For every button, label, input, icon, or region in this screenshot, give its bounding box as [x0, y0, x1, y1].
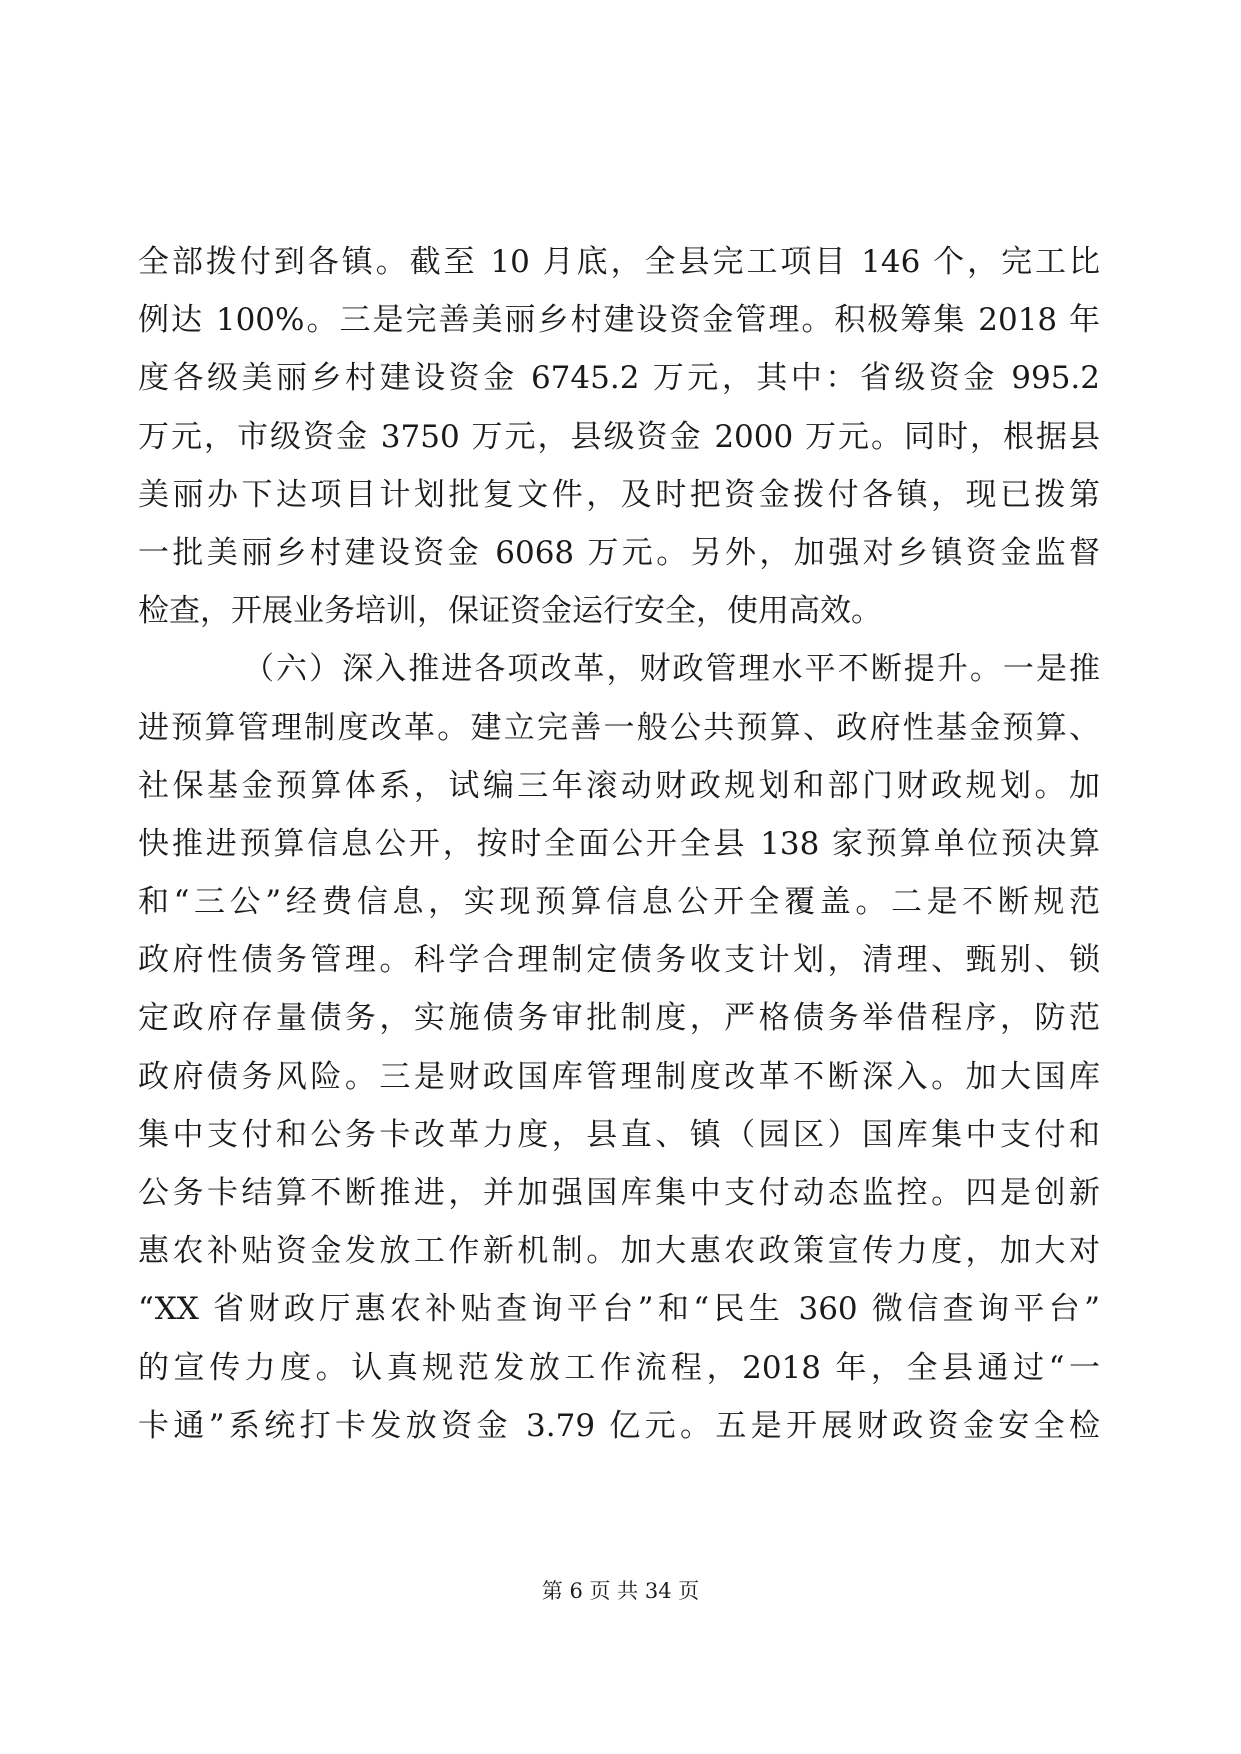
- body-line: 美丽办下达项目计划批复文件，及时把资金拨付各镇，现已拨第: [138, 476, 1100, 513]
- section-heading-line: （六）深入推进各项改革，财政管理水平不断提升。一是推: [243, 651, 1100, 688]
- body-line: 集中支付和公务卡改革力度，县直、镇（园区）国库集中支付和: [138, 1116, 1100, 1153]
- body-line: 例达 100%。三是完善美丽乡村建设资金管理。积极筹集 2018 年: [138, 302, 1100, 339]
- body-line: 一批美丽乡村建设资金 6068 万元。另外，加强对乡镇资金监督: [138, 534, 1100, 571]
- body-line: 卡通”系统打卡发放资金 3.79 亿元。五是开展财政资金安全检: [138, 1407, 1100, 1444]
- body-line: 公务卡结算不断推进，并加强国库集中支付动态监控。四是创新: [138, 1175, 1100, 1211]
- body-line: 的宣传力度。认真规范发放工作流程，2018 年，全县通过“一: [138, 1349, 1100, 1386]
- body-line: 政府债务风险。三是财政国库管理制度改革不断深入。加大国库: [138, 1058, 1100, 1095]
- body-line: 定政府存量债务，实施债务审批制度，严格债务举借程序，防范: [138, 1000, 1100, 1037]
- body-line: 快推进预算信息公开，按时全面公开全县 138 家预算单位预决算: [138, 825, 1100, 862]
- body-line: 惠农补贴资金发放工作新机制。加大惠农政策宣传力度，加大对: [138, 1233, 1100, 1270]
- body-line: 政府性债务管理。科学合理制定债务收支计划，清理、甄别、锁: [138, 942, 1100, 979]
- page-number-footer: 第 6 页 共 34 页: [541, 1579, 700, 1603]
- body-line: 检查，开展业务培训，保证资金运行安全，使用高效。: [138, 593, 882, 630]
- body-line: 万元，市级资金 3750 万元，县级资金 2000 万元。同时，根据县: [138, 418, 1100, 455]
- body-line: 进预算管理制度改革。建立完善一般公共预算、政府性基金预算、: [138, 709, 1100, 746]
- body-line: “XX 省财政厅惠农补贴查询平台”和“民生 360 微信查询平台”: [138, 1291, 1100, 1328]
- body-line: 社保基金预算体系，试编三年滚动财政规划和部门财政规划。加: [138, 767, 1100, 804]
- body-line: 和“三公”经费信息，实现预算信息公开全覆盖。二是不断规范: [138, 884, 1100, 921]
- body-line: 全部拨付到各镇。截至 10 月底，全县完工项目 146 个，完工比: [138, 244, 1100, 280]
- document-body: [138, 233, 1100, 1455]
- body-line: 度各级美丽乡村建设资金 6745.2 万元，其中：省级资金 995.2: [138, 360, 1100, 397]
